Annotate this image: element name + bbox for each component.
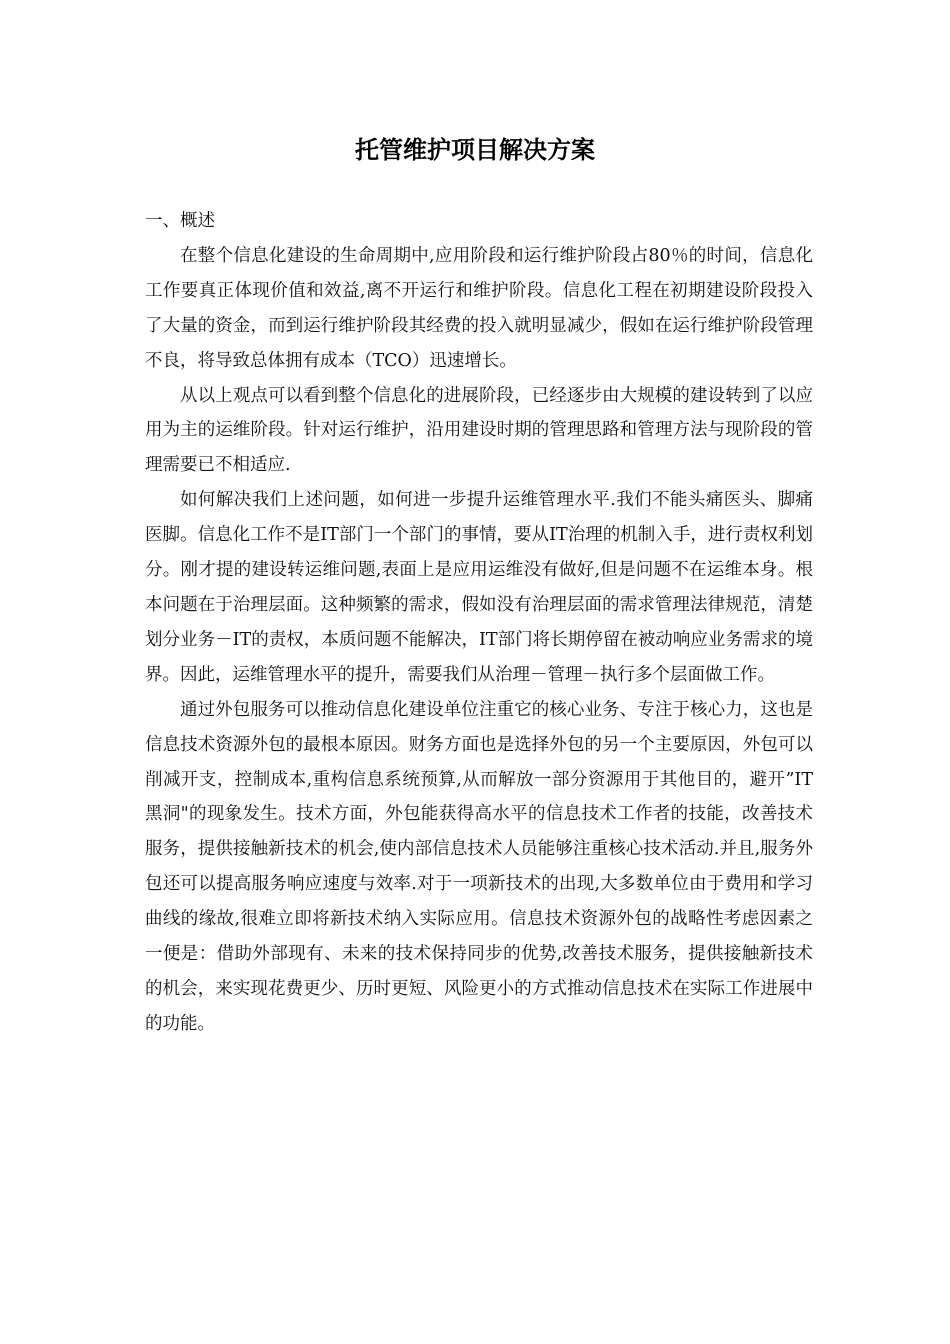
section-heading-overview: 一、概述 bbox=[145, 211, 215, 231]
paragraph-4: 通过外包服务可以推动信息化建设单位注重它的核心业务、专注于核心力，这也是信息技术资源外包的最根本原因。财务方面也是选择外包的另一个主要原因，外包可以削减开支，控制成本,重构信息系统预算,从而解放一部分资源用于其他目的，避开”IT黑洞"的现象发生。技术方面，外包能获得高水平的信息技术工作者的技能，改善技术服务，提供接触新技术的机会,使内部信息技术人员能够注重核心技术活动.并且,服务外包还可以提高服务响应速度与效率.对于一项新技术的出现,大多数单位由于费用和学习曲线的缘故,很难立即将新技术纳入实际应用。信息技术资源外包的战略性考虑因素之一便是：借助外部现有、未来的技术保持同步的优势,改善技术服务，提供接触新技术的机会，来实现花费更少、历时更短、风险更小的方式推动信息技术在实际工作进展中的功能。 bbox=[145, 699, 813, 1034]
paragraph-3: 如何解决我们上述问题，如何进一步提升运维管理水平.我们不能头痛医头、脚痛医脚。信息化工作不是IT部门一个部门的事情，要从IT治理的机制入手，进行责权利划分。刚才提的建设转运维问题,表面上是应用运维没有做好,但是问题不在运维本身。根本问题在于治理层面。这种频繁的需求，假如没有治理层面的需求管理法律规范，清楚划分业务－IT的责权，本质问题不能解决，IT部门将长期停留在被动响应业务需求的境界。因此，运维管理水平的提升，需要我们从治理－管理－执行多个层面做工作。 bbox=[145, 490, 813, 685]
document-title: 托管维护项目解决方案 bbox=[355, 135, 595, 164]
paragraph-2: 从以上观点可以看到整个信息化的进展阶段，已经逐步由大规模的建设转到了以应用为主的运维阶段。针对运行维护，沿用建设时期的管理思路和管理方法与现阶段的管理需要已不相适应. bbox=[145, 385, 813, 476]
document-body bbox=[145, 204, 813, 1042]
paragraph-1: 在整个信息化建设的生命周期中,应用阶段和运行维护阶段占80％的时间，信息化工作要真正体现价值和效益,离不开运行和维护阶段。信息化工程在初期建设阶段投入了大量的资金，而到运行维护阶段其经费的投入就明显减少，假如在运行维护阶段管理不良，将导致总体拥有成本（TCO）迅速增长。 bbox=[145, 245, 813, 371]
